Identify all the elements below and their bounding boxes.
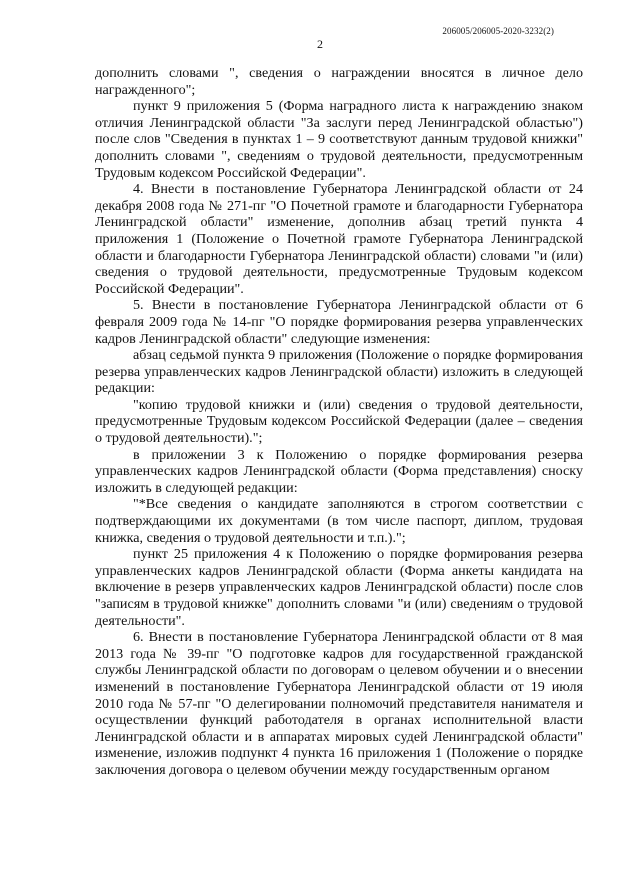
document-id: 206005/206005-2020-3232(2) [442,26,554,36]
paragraph: 6. Внести в постановление Губернатора Ленинградской области от 8 мая 2013 года № 39-пг "О подготовке кадров для государственной гражданской службы Ленинградской области по договорам о целевом обучении и о внесении изменений в постановление Губернатора Ленинградской области от 19 июля 2010 года № 57-пг "О делегировании полномочий представителя нанимателя и осуществлении функций работодателя в органах исполнительной власти Ленинградской области и в аппаратах мировых судей Ленинградской области" изменение, изложив подпункт 4 пункта 16 приложения 1 (Положение о порядке заключения договора о целевом обучении между государственным органом [95,629,583,778]
paragraph: пункт 25 приложения 4 к Положению о порядке формирования резерва управленческих кадров Ленинградской области (Форма анкеты кандидата на включение в резерв управленческих кадров Ленинградской области) после слов "записям в трудовой книжке" дополнить словами "и (или) сведениям о трудовой деятельности". [95,546,583,629]
paragraph: пункт 9 приложения 5 (Форма наградного листа к награждению знаком отличия Ленинградской области "За заслуги перед Ленинградской областью") после слов "Сведения в пунктах 1 – 9 соответствуют данным трудовой книжки" дополнить словами ", сведениям о трудовой деятельности, предусмотренным Трудовым кодексом Российской Федерации". [95,98,583,181]
paragraph: 5. Внести в постановление Губернатора Ленинградской области от 6 февраля 2009 года № 14-пг "О порядке формирования резерва управленческих кадров Ленинградской области" следующие изменения: [95,297,583,347]
page-number: 2 [317,37,323,51]
paragraph: абзац седьмой пункта 9 приложения (Положение о порядке формирования резерва управленческих кадров Ленинградской области) изложить в следующей редакции: [95,347,583,397]
paragraph: дополнить словами ", сведения о награждении вносятся в личное дело награжденного"; [95,65,583,98]
paragraph: "копию трудовой книжки и (или) сведения о трудовой деятельности, предусмотренные Трудовым кодексом Российской Федерации (далее – сведения о трудовой деятельности)."; [95,396,583,447]
paragraph: 4. Внести в постановление Губернатора Ленинградской области от 24 декабря 2008 года № 271-пг "О Почетной грамоте и благодарности Губернатора Ленинградской области" изменение, дополнив абзац третий пункта 4 приложения 1 (Положение о Почетной грамоте Губернатора Ленинградской области и благодарности Губернатора Ленинградской области) словами "и (или) сведения о трудовой деятельности, предусмотренные Трудовым кодексом Российской Федерации". [95,181,583,297]
paragraph: в приложении 3 к Положению о порядке формирования резерва управленческих кадров Ленинградской области (Форма представления) сноску изложить в следующей редакции: [95,446,583,496]
paragraph: "*Все сведения о кандидате заполняются в строгом соответствии с подтверждающими их документами (в том числе паспорт, диплом, трудовая книжка, сведения о трудовой деятельности и т.п.)."; [95,496,583,546]
document-body [95,65,583,779]
